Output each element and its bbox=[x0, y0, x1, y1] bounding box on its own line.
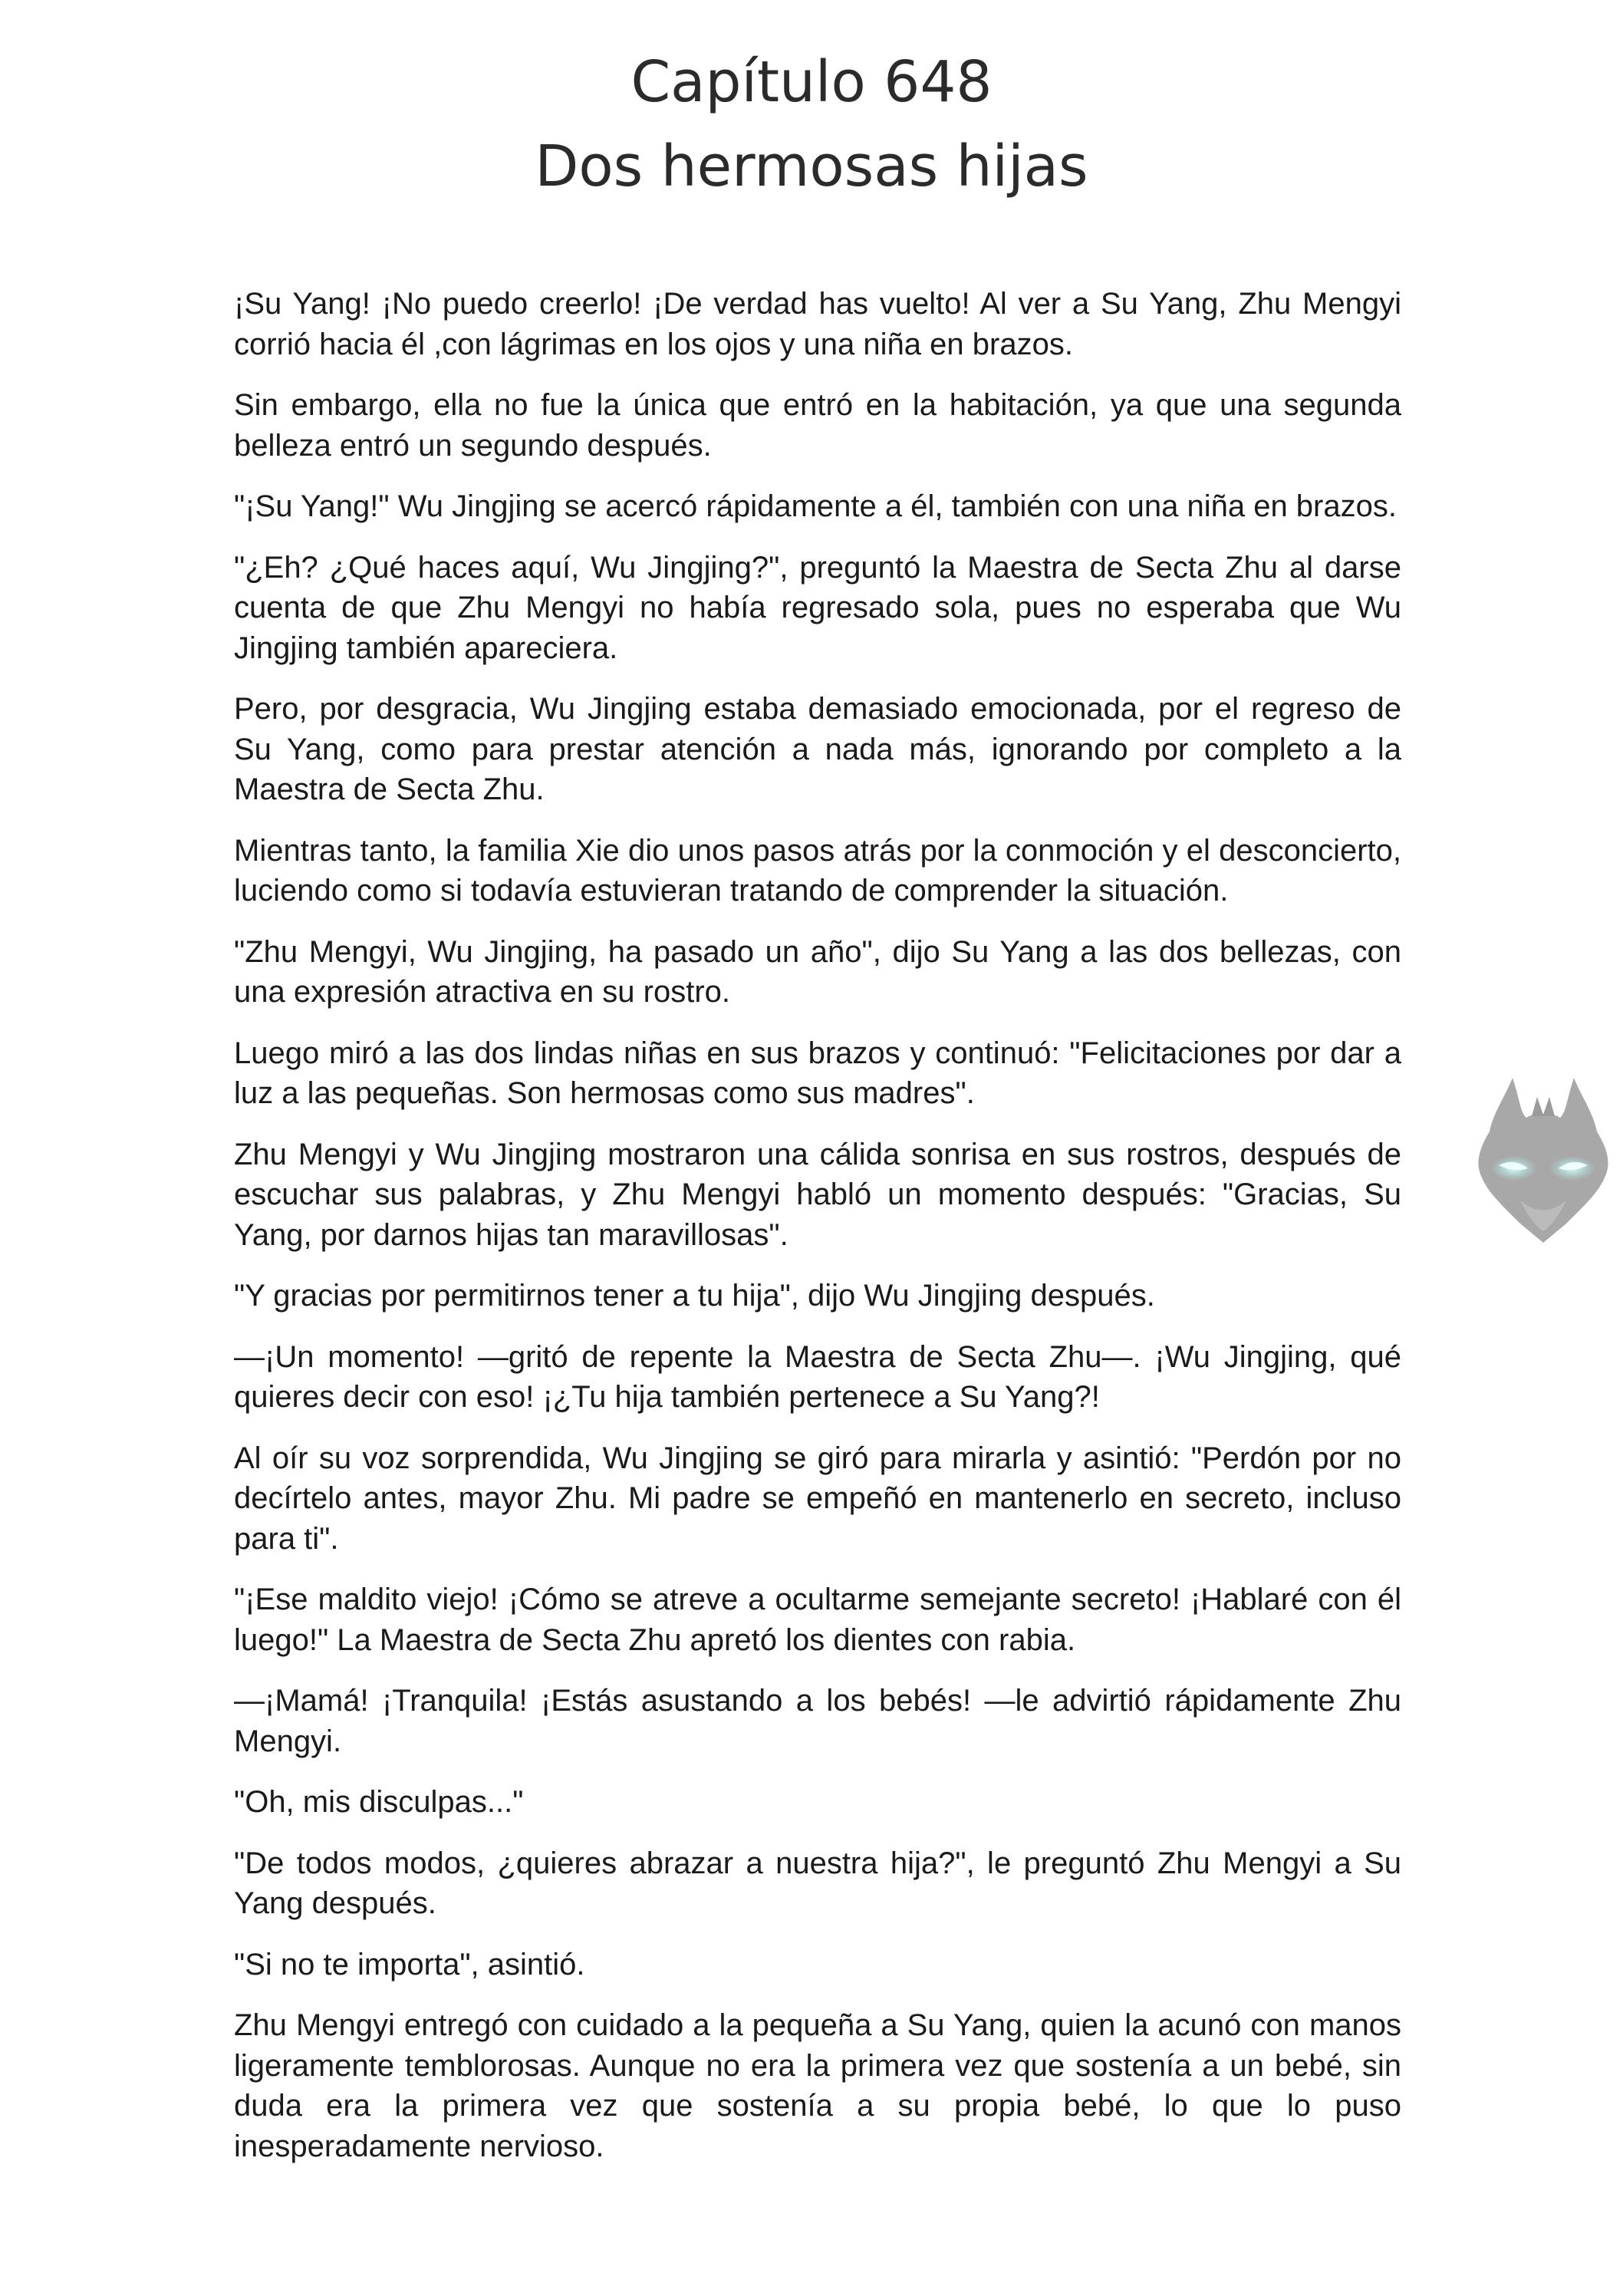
paragraph: Zhu Mengyi y Wu Jingjing mostraron una cálida sonrisa en sus rostros, después de escuchar sus palabras, y Zhu Mengyi habló un momento después: "Gracias, Su Yang, por darnos hijas tan maravillosas". bbox=[234, 1137, 1401, 1252]
chapter-title: Dos hermosas hijas bbox=[535, 133, 1088, 199]
paragraph: Zhu Mengyi entregó con cuidado a la pequeña a Su Yang, quien la acunó con manos ligeramente temblorosas. Aunque no era la primera vez que sostenía a un bebé, sin duda era la primera vez que sostenía a su propia bebé, lo que lo puso inesperadamente nervioso. bbox=[234, 2008, 1401, 2163]
paragraph: Pero, por desgracia, Wu Jingjing estaba demasiado emocionada, por el regreso de Su Yang, como para prestar atención a nada más, ignorando por completo a la Maestra de Secta Zhu. bbox=[234, 692, 1401, 806]
chapter-number: Capítulo 648 bbox=[630, 49, 993, 115]
paragraph: "Si no te importa", asintió. bbox=[234, 1947, 585, 1981]
paragraph: —¡Mamá! ¡Tranquila! ¡Estás asustando a los bebés! —le advirtió rápidamente Zhu Mengyi. bbox=[234, 1684, 1401, 1758]
paragraph: "¿Eh? ¿Qué haces aquí, Wu Jingjing?", preguntó la Maestra de Secta Zhu al darse cuenta de que Zhu Mengyi no había regresado sola, pues no esperaba que Wu Jingjing también apareciera. bbox=[234, 550, 1401, 665]
paragraph: Luego miró a las dos lindas niñas en sus brazos y continuó: "Felicitaciones por dar a luz a las pequeñas. Son hermosas como sus madres". bbox=[234, 1036, 1401, 1110]
demon-head-icon bbox=[1467, 1070, 1620, 1247]
chapter-body bbox=[234, 284, 1401, 2187]
paragraph: Al oír su voz sorprendida, Wu Jingjing se giró para mirarla y asintió: "Perdón por no decírtelo antes, mayor Zhu. Mi padre se empeñó en mantenerlo en secreto, incluso para ti". bbox=[234, 1441, 1401, 1556]
chapter-header bbox=[0, 40, 1623, 209]
paragraph: "¡Ese maldito viejo! ¡Cómo se atreve a ocultarme semejante secreto! ¡Hablaré con él luego!" La Maestra de Secta Zhu apretó los dientes con rabia. bbox=[234, 1583, 1401, 1657]
paragraph: ¡Su Yang! ¡No puedo creerlo! ¡De verdad has vuelto! Al ver a Su Yang, Zhu Mengyi corrió hacia él ,con lágrimas en los ojos y una niña en brazos. bbox=[234, 287, 1401, 361]
paragraph: "Oh, mis disculpas..." bbox=[234, 1785, 524, 1819]
paragraph: Mientras tanto, la familia Xie dio unos pasos atrás por la conmoción y el desconcierto, luciendo como si todavía estuvieran tratando de comprender la situación. bbox=[234, 833, 1401, 908]
paragraph: "Zhu Mengyi, Wu Jingjing, ha pasado un año", dijo Su Yang a las dos bellezas, con una expresión atractiva en su rostro. bbox=[234, 934, 1401, 1009]
paragraph: Sin embargo, ella no fue la única que entró en la habitación, ya que una segunda belleza entró un segundo después. bbox=[234, 388, 1401, 463]
paragraph: "¡Su Yang!" Wu Jingjing se acercó rápidamente a él, también con una niña en brazos. bbox=[234, 489, 1397, 523]
paragraph: "De todos modos, ¿quieres abrazar a nuestra hija?", le preguntó Zhu Mengyi a Su Yang después. bbox=[234, 1846, 1401, 1920]
paragraph: —¡Un momento! —gritó de repente la Maestra de Secta Zhu—. ¡Wu Jingjing, qué quieres decir con eso! ¡¿Tu hija también pertenece a Su Yang?! bbox=[234, 1339, 1401, 1414]
paragraph: "Y gracias por permitirnos tener a tu hija", dijo Wu Jingjing después. bbox=[234, 1279, 1155, 1313]
